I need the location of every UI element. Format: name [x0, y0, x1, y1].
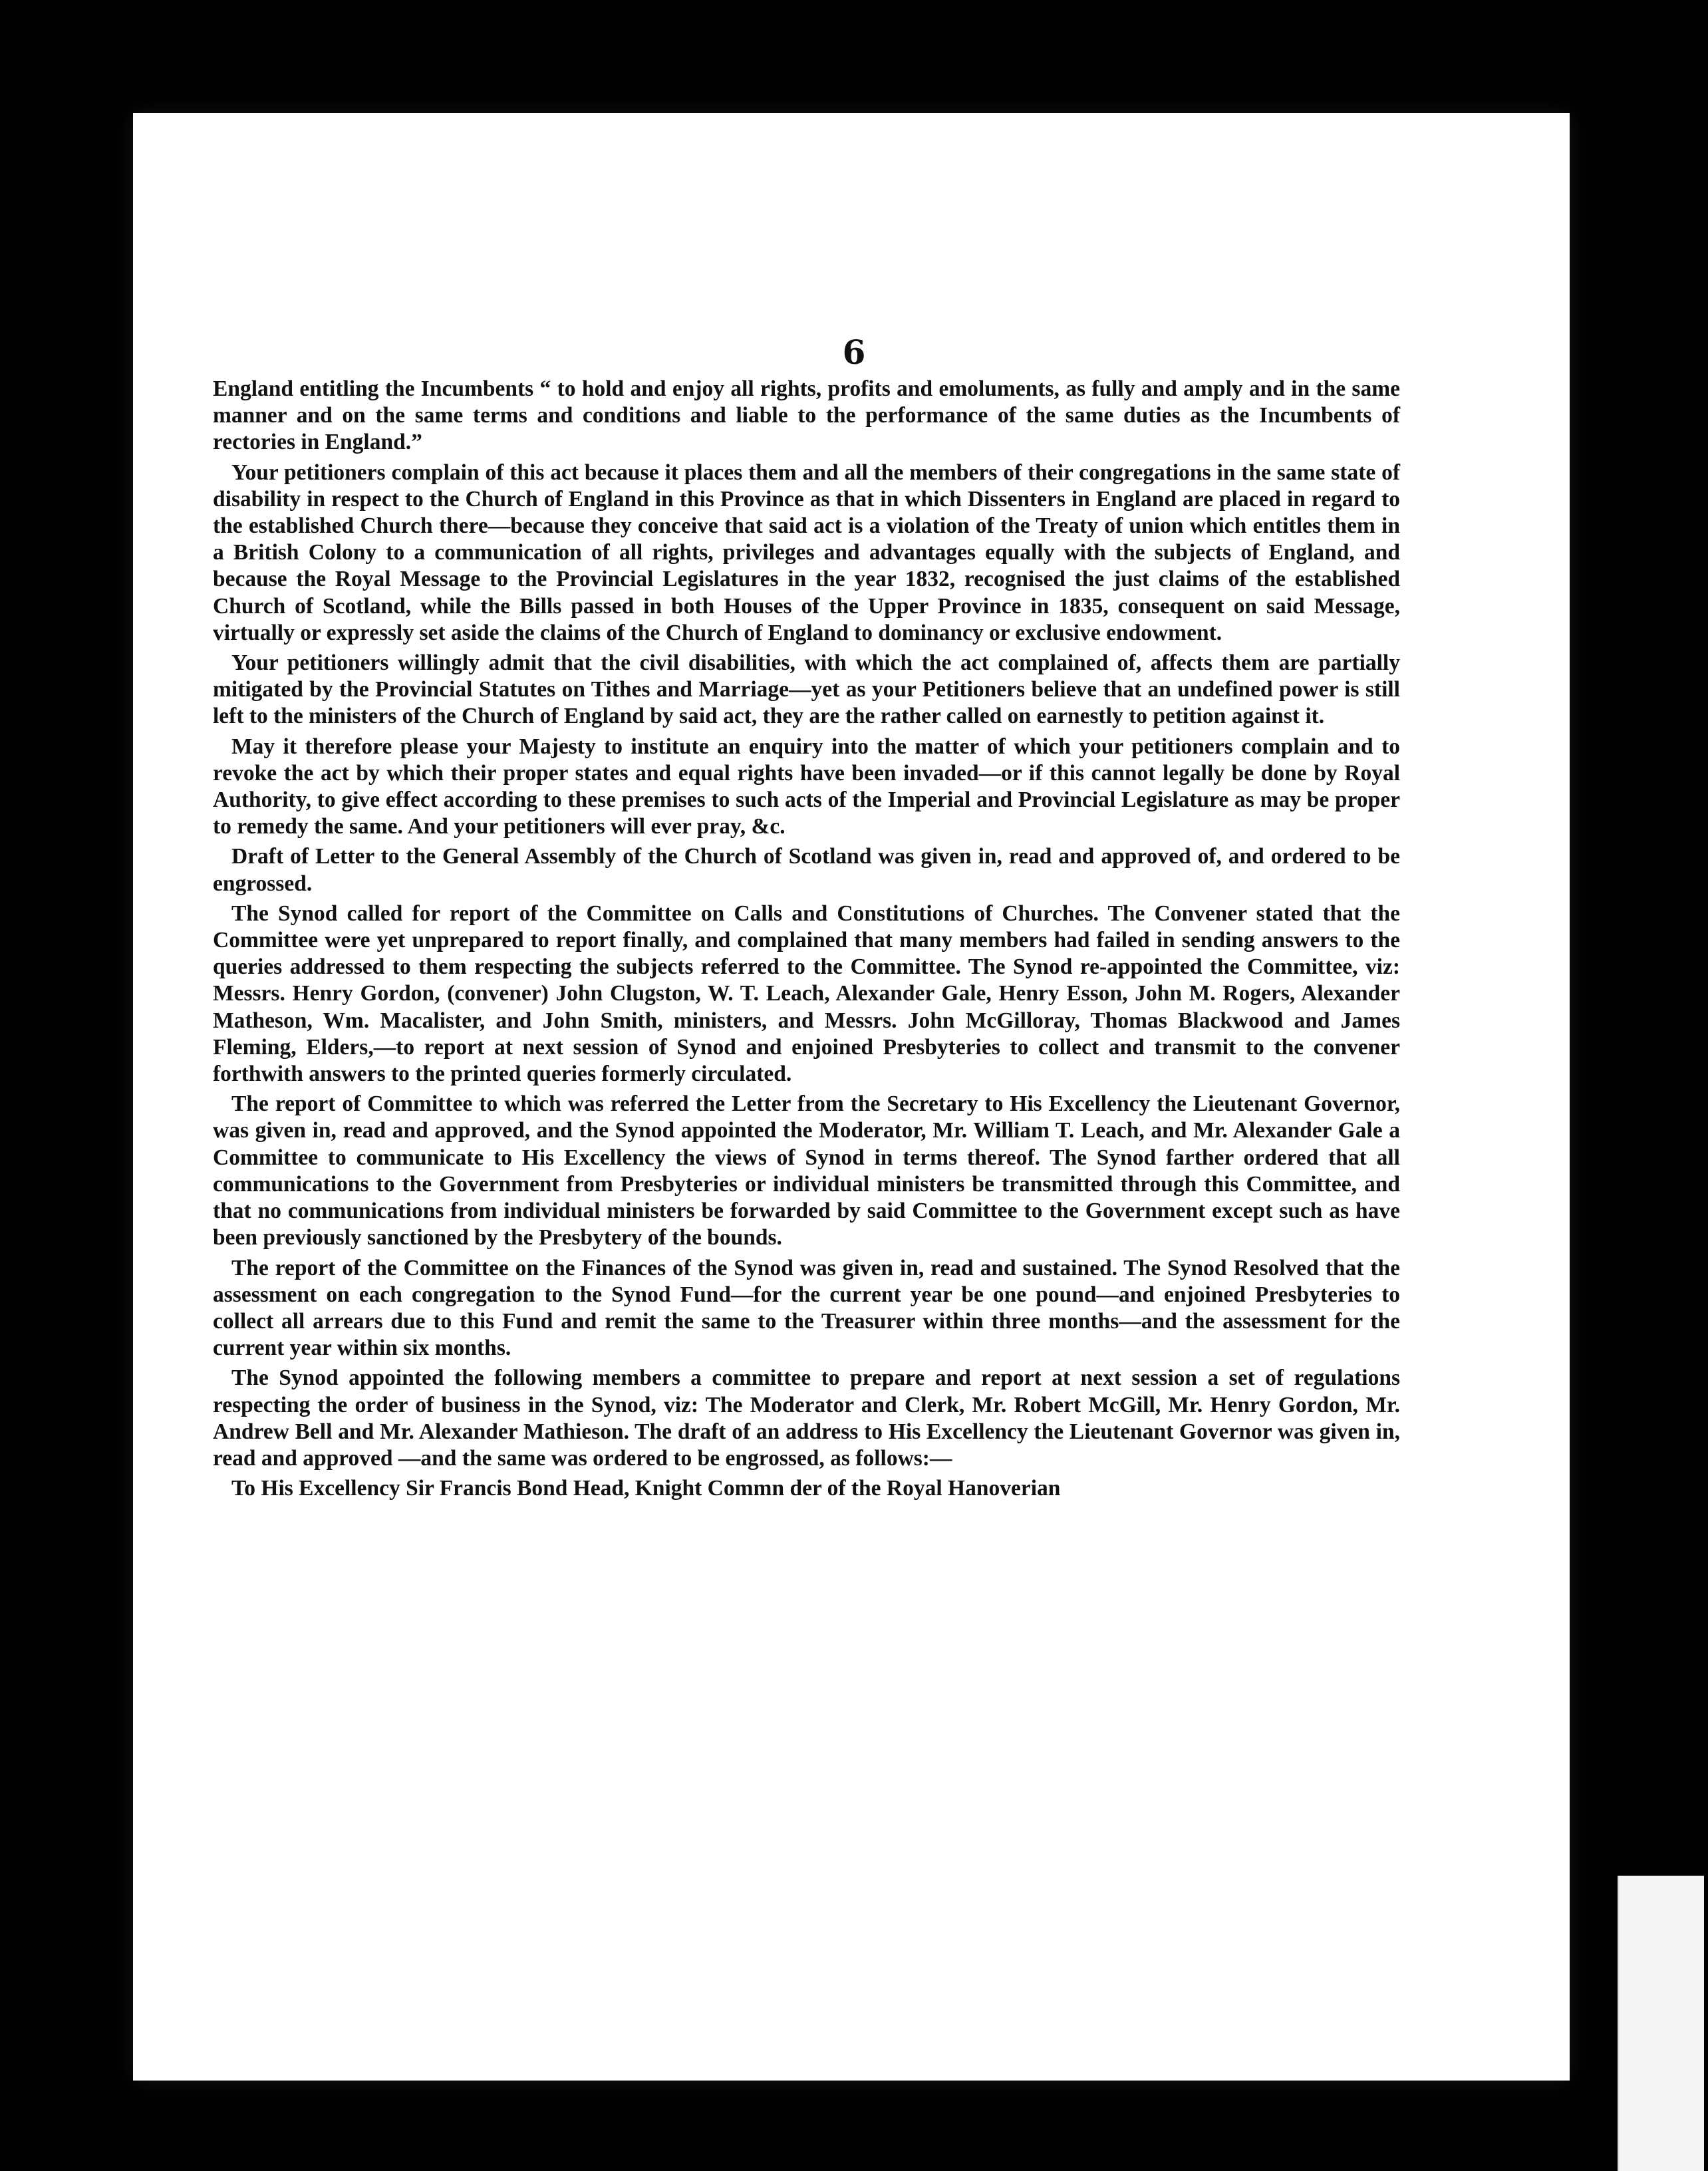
paragraph: Your petitioners willingly admit that the civil disabilities, with which the act complained of, affects them are partially mitigated by the Provincial Statutes on Tithes and Marriage—yet as your Petitioners believe that an undefined power is still left to the ministers of the Church of England by said act, they are the rather called on earnestly to petition against it.: [213, 651, 1400, 729]
folded-corner: [1618, 1876, 1704, 2171]
page-number: 6: [842, 333, 866, 372]
paragraph: May it therefore please your Majesty to institute an enquiry into the matter of which your petitioners complain and to revoke the act by which their proper states and equal rights have been invaded—or if this cannot legally be done by Royal Authority, to give effect according to these premises to such acts of the Imperial and Provincial Legislature as may be proper to remedy the same. And your petitioners will ever pray, &c.: [213, 734, 1400, 839]
paragraph: The report of Committee to which was referred the Letter from the Secretary to His Excellency the Lieutenant Governor, was given in, read and approved, and the Synod appointed the Moderator, Mr. William T. Leach, and Mr. Alexander Gale a Committee to communicate to His Excellency the views of Synod in terms thereof. The Synod farther ordered that all communications to the Government from Presbyteries or individual ministers be transmitted through this Committee, and that no communications from individual ministers be forwarded by said Committee to the Government except such as have been previously sanctioned by the Presbytery of the bounds.: [213, 1091, 1400, 1250]
paragraph: England entitling the Incumbents “ to hold and enjoy all rights, profits and emoluments, as fully and amply and in the same manner and on the same terms and conditions and liable to the performance of the same duties as the Incumbents of rectories in England.”: [213, 376, 1400, 455]
paragraph: The report of the Committee on the Finances of the Synod was given in, read and sustained. The Synod Resolved that the assessment on each congregation to the Synod Fund—for the current year be one pound—and enjoined Presbyteries to collect all arrears due to this Fund and remit the same to the Treasurer within three months—and the assessment for the current year within six months.: [213, 1255, 1400, 1361]
paragraph: The Synod called for report of the Committee on Calls and Constitutions of Churches. The Convener stated that the Committee were yet unprepared to report finally, and complained that many members had failed in sending answers to the queries addressed to them respecting the subjects referred to the Committee. The Synod re-appointed the Committee, viz: Messrs. Henry Gordon, (convener) John Clugston, W. T. Leach, Alexander Gale, Henry Esson, John M. Rogers, Alexander Matheson, Wm. Macalister, and John Smith, ministers, and Messrs. John McGilloray, Thomas Blackwood and James Fleming, Elders,—to report at next session of Synod and enjoined Presbyteries to collect and transmit to the convener forthwith answers to the printed queries formerly circulated.: [213, 901, 1400, 1087]
paragraph: Your petitioners complain of this act because it places them and all the members of their congregations in the same state of disability in respect to the Church of England in this Province as that in which Dissenters in England are placed in regard to the established Church there—because they conceive that said act is a violation of the Treaty of union which entitles them in a British Colony to a communication of all rights, privileges and advantages equally with the subjects of England, and because the Royal Message to the Provincial Legislatures in the year 1832, recognised the just claims of the established Church of Scotland, while the Bills passed in both Houses of the Upper Province in 1835, consequent on said Message, virtually or expressly set aside the claims of the Church of England to dominancy or exclusive endowment.: [213, 460, 1400, 645]
paragraph: Draft of Letter to the General Assembly of the Church of Scotland was given in, read and approved of, and ordered to be engrossed.: [213, 844, 1400, 896]
body-text: [213, 376, 1400, 1505]
paragraph: To His Excellency Sir Francis Bond Head, Knight Commn der of the Royal Hanoverian: [231, 1476, 1061, 1501]
paragraph: The Synod appointed the following members a committee to prepare and report at next session a set of regulations respecting the order of business in the Synod, viz: The Moderator and Clerk, Mr. Robert McGill, Mr. Henry Gordon, Mr. Andrew Bell and Mr. Alexander Mathieson. The draft of an address to His Excellency the Lieutenant Governor was given in, read and approved —and the same was ordered to be engrossed, as follows:—: [213, 1366, 1400, 1471]
